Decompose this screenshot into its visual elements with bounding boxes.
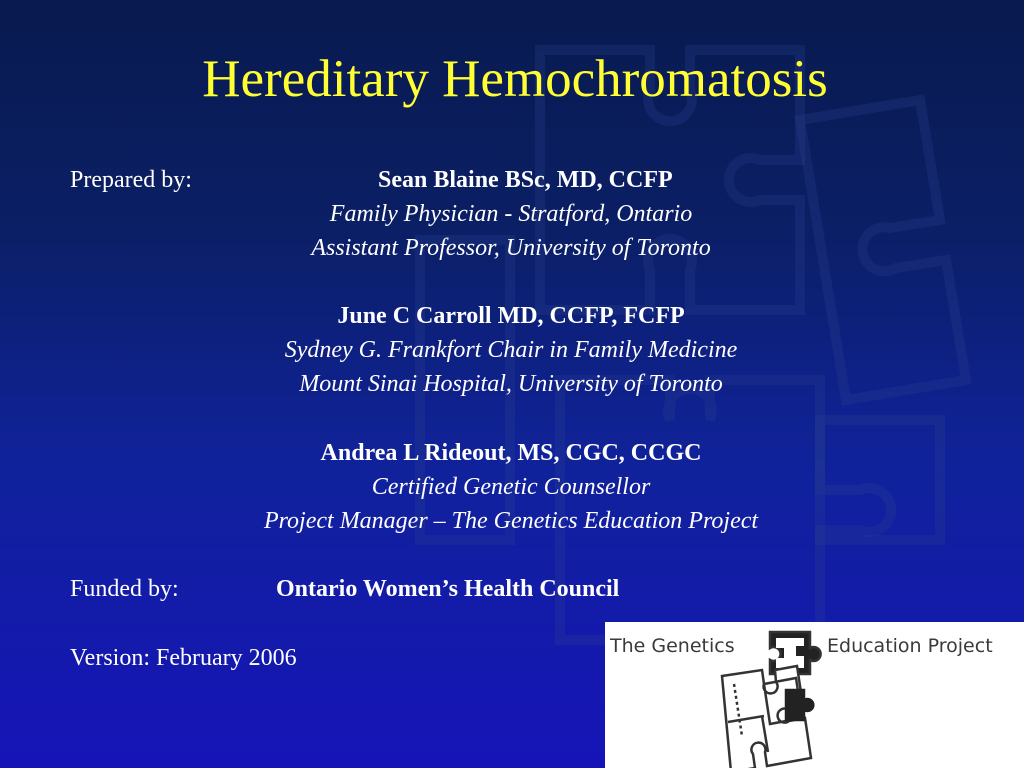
author-1-affiliation: Assistant Professor, University of Toronto	[311, 235, 711, 261]
author-1-role: Family Physician - Stratford, Ontario	[329, 201, 693, 227]
author-2-name: June C Carroll MD, CCFP, FCFP	[337, 303, 685, 329]
author-1-name: Sean Blaine BSc, MD, CCFP	[378, 167, 673, 193]
slide-title: Hereditary Hemochromatosis	[202, 50, 828, 108]
prepared-by-label: Prepared by:	[70, 167, 192, 193]
author-3-role: Certified Genetic Counsellor	[371, 474, 651, 500]
author-2-affiliation: Mount Sinai Hospital, University of Toronto	[299, 371, 723, 397]
logo-text-left: The Genetics	[610, 635, 735, 657]
logo-text-right: Education Project	[827, 635, 993, 657]
author-2-role: Sydney G. Frankfort Chair in Family Medicine	[284, 337, 738, 363]
puzzle-pieces-icon	[700, 624, 830, 768]
genetics-education-project-logo	[605, 622, 1024, 768]
version-text: Version: February 2006	[70, 645, 297, 671]
author-3-affiliation: Project Manager – The Genetics Education Project	[263, 508, 759, 534]
funder-name: Ontario Women’s Health Council	[276, 576, 620, 602]
funded-by-label: Funded by:	[70, 576, 179, 602]
author-3-name: Andrea L Rideout, MS, CGC, CCGC	[320, 440, 702, 466]
